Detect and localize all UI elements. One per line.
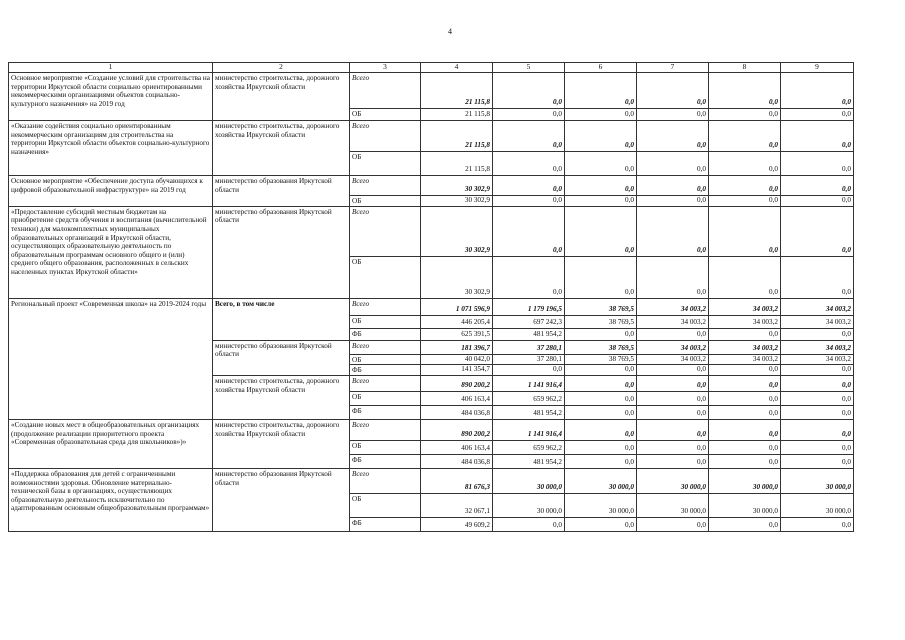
amount-cell: 38 769,5 — [565, 315, 637, 328]
funding-source: ОБ — [350, 315, 421, 328]
amount-cell: 0,0 — [781, 73, 854, 109]
amount-cell: 0,0 — [709, 73, 781, 109]
amount-cell: 0,0 — [565, 454, 637, 468]
amount-cell: 0,0 — [637, 328, 709, 340]
amount-cell: 0,0 — [493, 73, 565, 109]
funding-source: ФБ — [350, 517, 421, 531]
amount-cell: 0,0 — [565, 375, 637, 391]
responsible-executor: министерство строительства, дорожного хозяйства Иркутской области — [213, 73, 350, 121]
amount-cell: 0,0 — [565, 365, 637, 376]
amount-cell: 406 163,4 — [421, 440, 493, 454]
amount-cell: 0,0 — [565, 328, 637, 340]
amount-cell: 30 000,0 — [493, 468, 565, 493]
amount-cell: 0,0 — [781, 365, 854, 376]
amount-cell: 0,0 — [781, 375, 854, 391]
table-row — [9, 176, 854, 196]
amount-cell: 30 000,0 — [565, 468, 637, 493]
amount-cell: 30 000,0 — [781, 468, 854, 493]
amount-cell: 0,0 — [781, 121, 854, 152]
amount-cell: 0,0 — [637, 176, 709, 196]
amount-cell: 0,0 — [493, 121, 565, 152]
amount-cell: 0,0 — [781, 152, 854, 176]
page-number: 4 — [448, 27, 452, 36]
table-row — [9, 206, 854, 256]
amount-cell: 0,0 — [709, 517, 781, 531]
amount-cell: 484 036,8 — [421, 454, 493, 468]
responsible-executor: министерство образования Иркутской области — [213, 206, 350, 298]
amount-cell: 30 302,9 — [421, 176, 493, 196]
amount-cell: 0,0 — [493, 152, 565, 176]
funding-source: Всего — [350, 375, 421, 391]
amount-cell: 0,0 — [637, 375, 709, 391]
measure-description: «Поддержка образования для детей с ограниченными возможностями здоровья. Обновление материально-технической базы в организациях, осуществляющих образовательную деятельность исключительно по адаптированным основным общеобразовательным программам» — [9, 468, 213, 531]
amount-cell: 0,0 — [781, 196, 854, 207]
amount-cell: 21 115,8 — [421, 109, 493, 121]
amount-cell: 0,0 — [565, 73, 637, 109]
amount-cell: 38 769,5 — [565, 340, 637, 354]
amount-cell: 890 200,2 — [421, 419, 493, 440]
funding-source: ФБ — [350, 328, 421, 340]
amount-cell: 181 396,7 — [421, 340, 493, 354]
amount-cell: 0,0 — [565, 152, 637, 176]
amount-cell: 0,0 — [781, 517, 854, 531]
amount-cell: 0,0 — [709, 375, 781, 391]
funding-source: Всего — [350, 176, 421, 196]
measure-description: Региональный проект «Современная школа» на 2019-2024 годы — [9, 298, 213, 419]
funding-source: ОБ — [350, 391, 421, 405]
amount-cell: 34 003,2 — [709, 354, 781, 365]
measure-description: «Оказание содействия социально ориентированным некоммерческим организациям для строительства на территории Иркутской области объектов социально-культурного назначения» — [9, 121, 213, 176]
amount-cell: 37 280,1 — [493, 354, 565, 365]
column-header: 5 — [493, 63, 565, 73]
amount-cell: 30 302,9 — [421, 206, 493, 256]
amount-cell: 890 200,2 — [421, 375, 493, 391]
amount-cell: 30 000,0 — [637, 493, 709, 517]
amount-cell: 0,0 — [637, 152, 709, 176]
amount-cell: 0,0 — [565, 109, 637, 121]
funding-source: Всего — [350, 121, 421, 152]
amount-cell: 0,0 — [709, 256, 781, 298]
amount-cell: 38 769,5 — [565, 354, 637, 365]
responsible-executor: министерство образования Иркутской области — [213, 468, 350, 531]
amount-cell: 34 003,2 — [709, 340, 781, 354]
header-row — [9, 63, 854, 73]
amount-cell: 81 676,3 — [421, 468, 493, 493]
responsible-executor: министерство строительства, дорожного хозяйства Иркутской области — [213, 121, 350, 176]
amount-cell: 0,0 — [637, 256, 709, 298]
amount-cell: 0,0 — [781, 419, 854, 440]
amount-cell: 0,0 — [709, 196, 781, 207]
amount-cell: 30 000,0 — [493, 493, 565, 517]
amount-cell: 0,0 — [637, 517, 709, 531]
column-header: 9 — [781, 63, 854, 73]
column-header: 3 — [350, 63, 421, 73]
amount-cell: 0,0 — [781, 256, 854, 298]
amount-cell: 0,0 — [493, 206, 565, 256]
measure-description: «Предоставление субсидий местным бюджетам на приобретение средств обучения и воспитания (вычислительной техники) для малокомплектных муниципальных образовательных организаций в Иркутской области, осуществляющих образовательную деятельность по образовательным программам основного общего и (или) среднего общего образования, расположенных в сельских населенных пунктах Иркутской области» — [9, 206, 213, 298]
amount-cell: 40 042,0 — [421, 354, 493, 365]
amount-cell: 659 962,2 — [493, 440, 565, 454]
amount-cell: 0,0 — [781, 391, 854, 405]
amount-cell: 0,0 — [565, 121, 637, 152]
table-row — [9, 468, 854, 493]
amount-cell: 38 769,5 — [565, 298, 637, 315]
amount-cell: 0,0 — [781, 405, 854, 419]
amount-cell: 0,0 — [709, 176, 781, 196]
amount-cell: 30 302,9 — [421, 196, 493, 207]
amount-cell: 0,0 — [637, 206, 709, 256]
funding-source: Всего — [350, 73, 421, 109]
amount-cell: 21 115,8 — [421, 73, 493, 109]
funding-source: ФБ — [350, 454, 421, 468]
amount-cell: 0,0 — [637, 365, 709, 376]
amount-cell: 49 609,2 — [421, 517, 493, 531]
responsible-executor: министерство образования Иркутской области — [213, 176, 350, 207]
funding-source: Всего — [350, 340, 421, 354]
amount-cell: 0,0 — [637, 454, 709, 468]
amount-cell: 30 000,0 — [565, 493, 637, 517]
amount-cell: 0,0 — [709, 206, 781, 256]
funding-source: ОБ — [350, 109, 421, 121]
amount-cell: 481 954,2 — [493, 328, 565, 340]
amount-cell: 0,0 — [709, 152, 781, 176]
amount-cell: 697 242,3 — [493, 315, 565, 328]
funding-source: ОБ — [350, 440, 421, 454]
amount-cell: 0,0 — [637, 419, 709, 440]
amount-cell: 30 000,0 — [637, 468, 709, 493]
measure-description: Основное мероприятие «Создание условий для строительства на территории Иркутской области социально ориентированными некоммерческими организациями объектов социально-культурного назначения» на 2019 год — [9, 73, 213, 121]
table-row — [9, 73, 854, 109]
amount-cell: 484 036,8 — [421, 405, 493, 419]
amount-cell: 1 071 596,9 — [421, 298, 493, 315]
amount-cell: 0,0 — [565, 419, 637, 440]
amount-cell: 30 000,0 — [709, 493, 781, 517]
amount-cell: 0,0 — [493, 517, 565, 531]
amount-cell: 481 954,2 — [493, 454, 565, 468]
column-header: 8 — [709, 63, 781, 73]
amount-cell: 0,0 — [493, 109, 565, 121]
budget-table — [8, 62, 854, 532]
funding-source: Всего — [350, 468, 421, 493]
amount-cell: 1 141 916,4 — [493, 375, 565, 391]
responsible-executor: министерство образования Иркутской области — [213, 340, 350, 375]
amount-cell: 1 179 196,5 — [493, 298, 565, 315]
funding-source: ОБ — [350, 354, 421, 365]
amount-cell: 0,0 — [781, 328, 854, 340]
amount-cell: 0,0 — [637, 73, 709, 109]
funding-source: ФБ — [350, 405, 421, 419]
amount-cell: 0,0 — [493, 176, 565, 196]
amount-cell: 141 354,7 — [421, 365, 493, 376]
responsible-executor: министерство строительства, дорожного хозяйства Иркутской области — [213, 419, 350, 468]
amount-cell: 0,0 — [565, 405, 637, 419]
amount-cell: 34 003,2 — [781, 298, 854, 315]
funding-source: Всего — [350, 419, 421, 440]
column-header: 1 — [9, 63, 213, 73]
amount-cell: 0,0 — [637, 196, 709, 207]
amount-cell: 21 115,8 — [421, 121, 493, 152]
amount-cell: 0,0 — [493, 196, 565, 207]
amount-cell: 0,0 — [565, 440, 637, 454]
amount-cell: 1 141 916,4 — [493, 419, 565, 440]
amount-cell: 0,0 — [709, 121, 781, 152]
amount-cell: 34 003,2 — [637, 354, 709, 365]
amount-cell: 0,0 — [781, 454, 854, 468]
funding-source: Всего — [350, 298, 421, 315]
amount-cell: 0,0 — [781, 109, 854, 121]
amount-cell: 0,0 — [637, 391, 709, 405]
amount-cell: 34 003,2 — [781, 340, 854, 354]
funding-source: ОБ — [350, 493, 421, 517]
table-row — [9, 121, 854, 152]
amount-cell: 0,0 — [637, 405, 709, 419]
amount-cell: 21 115,8 — [421, 152, 493, 176]
amount-cell: 406 163,4 — [421, 391, 493, 405]
amount-cell: 30 302,9 — [421, 256, 493, 298]
amount-cell: 659 962,2 — [493, 391, 565, 405]
amount-cell: 34 003,2 — [637, 315, 709, 328]
column-header: 2 — [213, 63, 350, 73]
amount-cell: 0,0 — [709, 440, 781, 454]
amount-cell: 0,0 — [709, 419, 781, 440]
amount-cell: 0,0 — [781, 176, 854, 196]
amount-cell: 0,0 — [709, 454, 781, 468]
amount-cell: 0,0 — [493, 256, 565, 298]
amount-cell: 37 280,1 — [493, 340, 565, 354]
amount-cell: 481 954,2 — [493, 405, 565, 419]
amount-cell: 0,0 — [565, 206, 637, 256]
amount-cell: 0,0 — [565, 517, 637, 531]
amount-cell: 30 000,0 — [709, 468, 781, 493]
amount-cell: 0,0 — [709, 109, 781, 121]
column-header: 4 — [421, 63, 493, 73]
responsible-executor: министерство строительства, дорожного хозяйства Иркутской области — [213, 375, 350, 419]
amount-cell: 446 205,4 — [421, 315, 493, 328]
amount-cell: 0,0 — [637, 440, 709, 454]
amount-cell: 34 003,2 — [709, 315, 781, 328]
amount-cell: 32 067,1 — [421, 493, 493, 517]
amount-cell: 0,0 — [565, 196, 637, 207]
column-header: 6 — [565, 63, 637, 73]
amount-cell: 0,0 — [493, 365, 565, 376]
funding-source: Всего — [350, 206, 421, 256]
amount-cell: 34 003,2 — [781, 315, 854, 328]
amount-cell: 0,0 — [709, 365, 781, 376]
measure-description: Основное мероприятие «Обеспечение доступа обучающихся к цифровой образовательной инфраструктуре» на 2019 год — [9, 176, 213, 207]
amount-cell: 0,0 — [565, 176, 637, 196]
amount-cell: 0,0 — [709, 405, 781, 419]
amount-cell: 0,0 — [565, 256, 637, 298]
amount-cell: 34 003,2 — [781, 354, 854, 365]
funding-source: ОБ — [350, 196, 421, 207]
amount-cell: 0,0 — [781, 206, 854, 256]
amount-cell: 34 003,2 — [637, 340, 709, 354]
table-row — [9, 419, 854, 440]
amount-cell: 34 003,2 — [709, 298, 781, 315]
funding-source: ОБ — [350, 256, 421, 298]
funding-source: ФБ — [350, 365, 421, 376]
table-row — [9, 298, 854, 315]
funding-source: ОБ — [350, 152, 421, 176]
responsible-executor: Всего, в том числе — [213, 298, 350, 340]
amount-cell: 0,0 — [637, 109, 709, 121]
measure-description: «Создание новых мест в общеобразовательных организациях (продолжение реализации приоритетного проекта «Современная образовательная среда для школьников»)» — [9, 419, 213, 468]
amount-cell: 0,0 — [637, 121, 709, 152]
amount-cell: 30 000,0 — [781, 493, 854, 517]
amount-cell: 0,0 — [565, 391, 637, 405]
amount-cell: 34 003,2 — [637, 298, 709, 315]
amount-cell: 625 391,5 — [421, 328, 493, 340]
column-header: 7 — [637, 63, 709, 73]
amount-cell: 0,0 — [781, 440, 854, 454]
amount-cell: 0,0 — [709, 328, 781, 340]
amount-cell: 0,0 — [709, 391, 781, 405]
